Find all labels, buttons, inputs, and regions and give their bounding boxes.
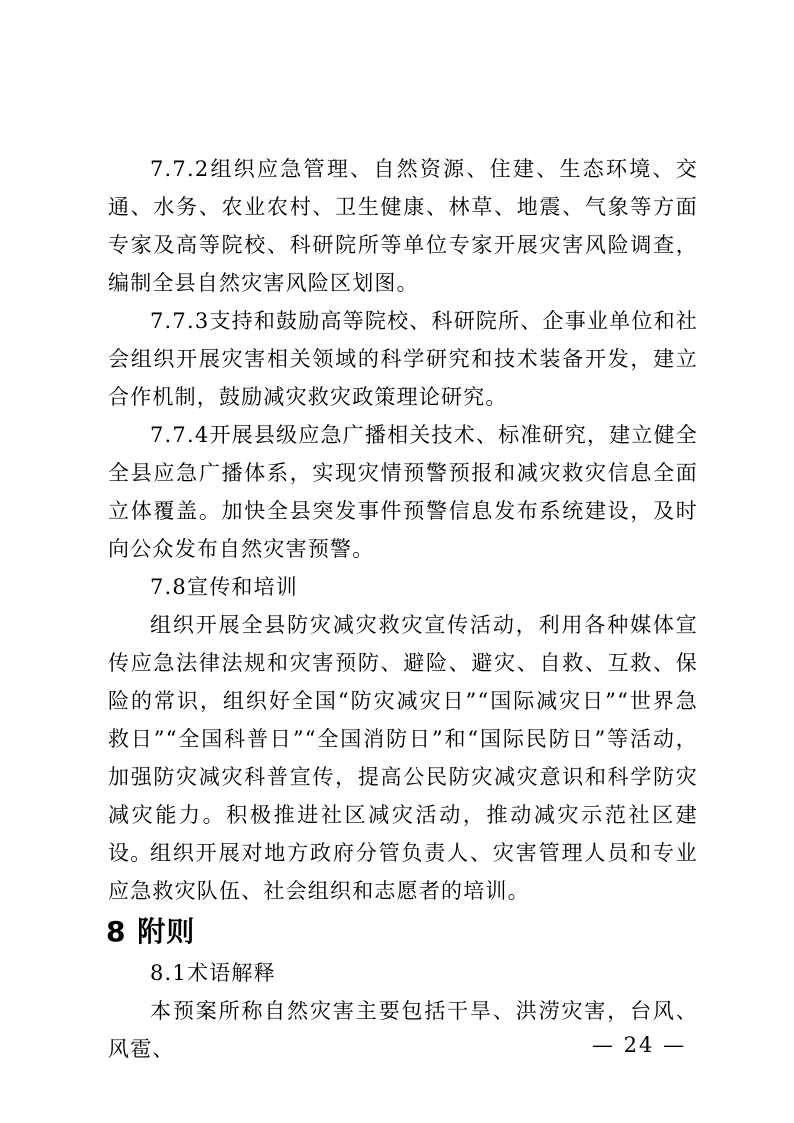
chapter-heading: 8 附则	[106, 915, 196, 948]
paragraph-7-7-3: 7.7.3支持和鼓励高等院校、科研院所、企事业单位和社会组织开展灾害相关领域的科学研究和技术装备开发，建立合作机制，鼓励减灾救灾政策理论研究。	[108, 309, 698, 409]
page-number: — 24 —	[592, 1033, 687, 1057]
section-title-7-8: 7.8宣传和培训	[150, 575, 298, 599]
paragraph-training: 组织开展对地方政府分管负责人、灾害管理人员和专业应急救灾队伍、社会组织和志愿者的培训。	[108, 841, 698, 903]
paragraph-terms: 本预案所称自然灾害主要包括干旱、洪涝灾害，台风、风雹、	[108, 999, 698, 1061]
paragraph-publicity: 组织开展全县防灾减灾救灾宣传活动，利用各种媒体宣传应急法律法规和灾害预防、避险、避灾、自救、互救、保险的常识，组织好全国“防灾减灾日”“国际减灾日”“世界急救日”“全国科普日”“全国消防日”和“国际民防日”等活动，加强防灾减灾科普宣传，提高公民防灾减灾意识和科学防灾减灾能力。积极推进社区减灾活动，推动减灾示范社区建设。	[108, 613, 698, 865]
paragraph-7-7-2: 7.7.2组织应急管理、自然资源、住建、生态环境、交通、水务、农业农村、卫生健康、林草、地震、气象等方面专家及高等院校、科研院所等单位专家开展灾害风险调查，编制全县自然灾害风险区划图。	[108, 157, 698, 295]
section-title-8-1: 8.1术语解释	[150, 961, 276, 985]
paragraph-7-7-4: 7.7.4开展县级应急广播相关技术、标准研究，建立健全全县应急广播体系，实现灾情预警预报和减灾救灾信息全面立体覆盖。加快全县突发事件预警信息发布系统建设，及时向公众发布自然灾害预警。	[108, 423, 698, 561]
